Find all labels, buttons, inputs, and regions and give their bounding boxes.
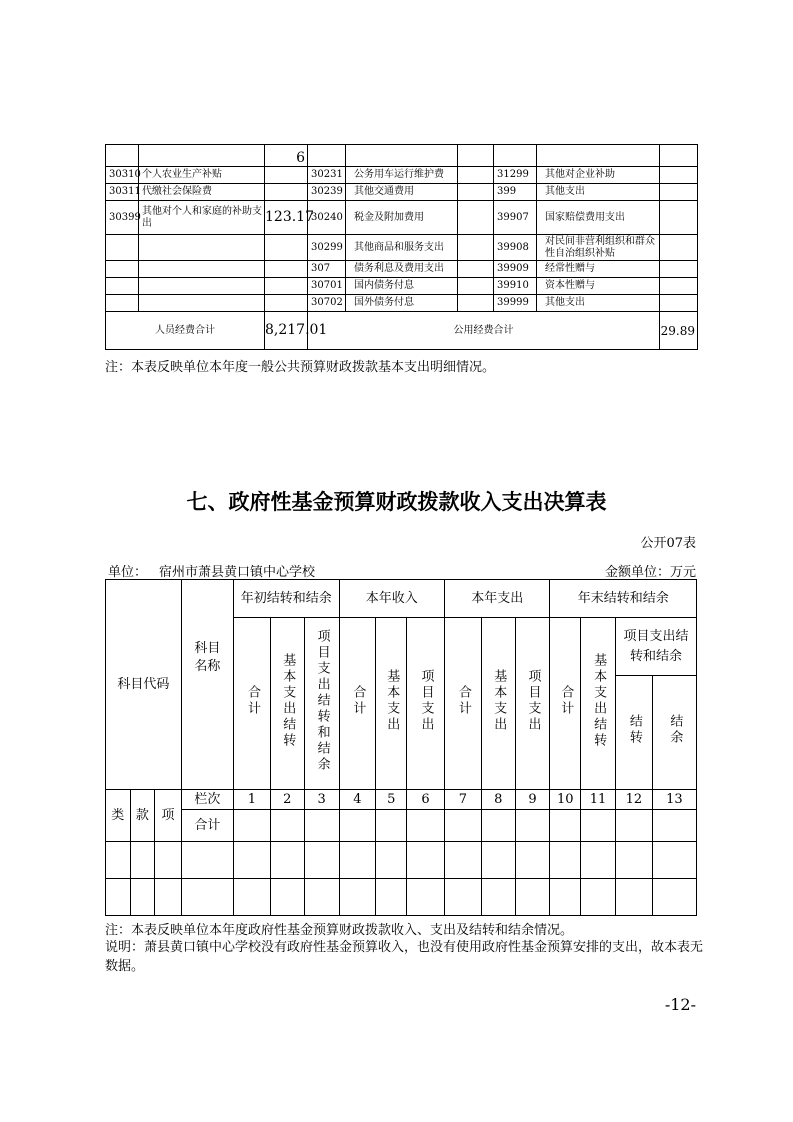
table-cell: 公务用车运行维护费 [346,167,458,184]
table-cell [130,842,155,879]
table-cell: 国家赔偿费用支出 [537,201,660,235]
col-number: 1 [234,790,271,810]
table-cell [458,278,494,295]
table-cell: 307 [308,261,346,278]
opening-balance-header [234,580,339,618]
category-kuan: 款 [130,790,155,842]
row-label-lanci: 栏次 [181,790,233,810]
page-title: 七、政府性基金预算财政拨款收入支出决算表 [186,490,607,514]
table-cell [308,145,346,167]
table-cell [139,235,265,261]
table-cell [181,842,233,879]
table-cell [660,145,698,167]
closing-project-group-header [615,618,696,676]
table-cell [270,810,304,842]
table-cell [139,295,265,312]
table-cell: 资本性赠与 [537,278,660,295]
col-number: 4 [339,790,376,810]
table-cell [407,879,445,916]
row-label-total: 合计 [181,810,233,842]
table-cell: 30240 [308,201,346,235]
table-cell: 30231 [308,167,346,184]
opening-basic-carry-header [270,618,304,790]
table-cell [652,810,696,842]
table-cell: 个人农业生产补贴 [139,167,265,184]
col-number: 6 [407,790,445,810]
table-cell [376,810,407,842]
table-cell [515,879,550,916]
opening-balance-text: 年初结转和结余 [240,590,332,606]
table-cell: 国内债务付息 [346,278,458,295]
personnel-total-label: 人员经费合计 [106,312,265,350]
unit-line [108,561,315,580]
table-cell: 代缴社会保险费 [139,184,265,201]
category-lei: 类 [106,790,131,842]
table-cell [339,810,376,842]
table-cell: 30311 [106,184,139,201]
table-cell [407,842,445,879]
table-cell: 税金及附加费用 [346,201,458,235]
closing-total-text: 合计 [558,684,574,717]
table-cell [376,842,407,879]
table-body [106,145,698,312]
table-cell [660,278,698,295]
table-cell [265,295,308,312]
table-cell [106,145,139,167]
table-row [106,261,698,278]
personnel-total-value: 8,217.01 [265,312,308,350]
table-cell [139,278,265,295]
table-cell [106,278,139,295]
table-cell [265,235,308,261]
subject-name-text: 科目名称 [194,641,221,674]
table-cell [270,842,304,879]
table-cell: 39910 [494,278,537,295]
column-number-row [106,790,697,810]
col-number: 2 [270,790,304,810]
table-cell [304,842,339,879]
income-project-header [407,618,445,790]
table-cell [481,810,515,842]
table-cell [139,145,265,167]
table-cell [339,879,376,916]
basic-expenditure-detail-table [105,144,698,350]
table-cell [481,879,515,916]
income-total-header [339,618,376,790]
table-cell: 39909 [494,261,537,278]
col-number: 3 [304,790,339,810]
table-cell [155,879,182,916]
table-cell: 30310 [106,167,139,184]
table-cell [106,235,139,261]
table-cell [458,184,494,201]
opening-basic-carry-text: 基本支出结转 [280,652,296,749]
table-cell [660,261,698,278]
table-cell: 其他支出 [537,295,660,312]
closing-total-header [550,618,581,790]
table-cell: 其他交通费用 [346,184,458,201]
empty-row [106,842,697,879]
expense-basic-text: 基本支出 [491,668,507,733]
table-cell [458,261,494,278]
table-cell: 39908 [494,235,537,261]
table-cell [652,842,696,879]
table-cell [458,167,494,184]
table-cell [265,278,308,295]
table-cell [270,879,304,916]
col-number: 8 [481,790,515,810]
table-cell: 30399 [106,201,139,235]
table-cell [458,145,494,167]
expense-total-text: 合计 [455,684,471,717]
table-cell: 债务利息及费用支出 [346,261,458,278]
income-project-text: 项目支出 [418,668,434,733]
table-cell: 30299 [308,235,346,261]
table-cell [444,810,481,842]
table-cell [515,810,550,842]
table-cell [304,879,339,916]
table-cell [494,145,537,167]
table-cell: 30239 [308,184,346,201]
table-cell [458,235,494,261]
table-cell [444,879,481,916]
table-row [106,235,698,261]
closing-project-carry-text: 结转 [626,713,642,746]
table-cell [458,295,494,312]
table-cell: 其他支出 [537,184,660,201]
table-row [106,295,698,312]
government-fund-table [105,579,697,916]
table-cell [304,810,339,842]
income-total-text: 合计 [350,684,366,717]
table-cell: 399 [494,184,537,201]
subject-name-header [181,580,233,790]
table-cell: 其他商品和服务支出 [346,235,458,261]
form-number: 公开07表 [640,536,696,551]
table-cell [652,879,696,916]
table-cell: 经常性赠与 [537,261,660,278]
table-cell [407,810,445,842]
col-number: 9 [515,790,550,810]
empty-row [106,879,697,916]
table-cell [106,261,139,278]
table-row [106,201,698,235]
closing-project-carry-header [615,676,652,790]
income-basic-header [376,618,407,790]
table-cell [181,879,233,916]
opening-project-text: 项目支出结转和结余 [314,628,330,773]
expense-project-header [515,618,550,790]
table-cell [130,879,155,916]
table-cell [339,842,376,879]
table-cell [660,167,698,184]
table-cell: 31299 [494,167,537,184]
table-cell [515,842,550,879]
amount-unit: 金额单位：万元 [604,565,696,580]
table-cell [581,842,616,879]
table-cell: 其他对企业补助 [537,167,660,184]
closing-balance-header: 年末结转和结余 [550,580,697,618]
col-number: 12 [615,790,652,810]
table-cell [106,295,139,312]
expense-header: 本年支出 [444,580,549,618]
col-number: 7 [444,790,481,810]
table-cell [106,842,131,879]
table-cell [615,810,652,842]
table-cell: 国外债务付息 [346,295,458,312]
closing-project-balance-header [652,676,696,790]
table-cell: 39907 [494,201,537,235]
table-cell [155,842,182,879]
table-cell: 123.17 [265,201,308,235]
table-cell [550,842,581,879]
explanation: 说明：萧县黄口镇中心学校没有政府性基金预算收入，也没有使用政府性基金预算安排的支出，故本表无数据。 [105,940,704,974]
income-header: 本年收入 [339,580,444,618]
col-number: 5 [376,790,407,810]
col-number: 11 [581,790,616,810]
table-cell [660,201,698,235]
table-cell [265,184,308,201]
table-cell [660,184,698,201]
closing-basic-carry-text: 基本支出结转 [591,652,607,749]
table-cell [346,145,458,167]
table-note: 注：本表反映单位本年度一般公共预算财政拨款基本支出明细情况。 [105,360,496,375]
table-cell [234,879,271,916]
closing-project-group-text: 项目支出结转和结余 [623,628,689,664]
table-cell [481,842,515,879]
table-cell [444,842,481,879]
opening-total-header [234,618,271,790]
table-row [106,145,698,167]
table-cell [265,167,308,184]
fund-table-note: 注：本表反映单位本年度政府性基金预算财政拨款收入、支出及结转和结余情况。 [105,923,574,938]
page-number: -12- [664,995,696,1014]
subject-code-header: 科目代码 [106,580,182,790]
category-xiang: 项 [155,790,182,842]
table-cell [234,810,271,842]
header-row-1 [106,580,697,618]
table-cell [139,261,265,278]
table-cell [581,879,616,916]
unit-name: 宿州市萧县黄口镇中心学校 [159,565,316,580]
closing-project-balance-text: 结余 [667,713,683,746]
expense-total-header [444,618,481,790]
expense-project-text: 项目支出 [525,668,541,733]
table-cell: 30702 [308,295,346,312]
total-row [106,810,697,842]
table-cell [660,235,698,261]
opening-project-header [304,618,339,790]
public-total-label: 公用经费合计 [308,312,660,350]
table-cell [265,261,308,278]
table-cell: 39999 [494,295,537,312]
table-cell: 6 [265,145,308,167]
table-row [106,278,698,295]
table-cell: 30701 [308,278,346,295]
closing-basic-carry-header [581,618,616,790]
col-number: 13 [652,790,696,810]
table-row [106,184,698,201]
table-cell [581,810,616,842]
totals-row [106,312,698,350]
expense-basic-header [481,618,515,790]
income-basic-text: 基本支出 [384,668,400,733]
table-cell [660,295,698,312]
table-cell: 其他对个人和家庭的补助支出 [139,201,265,235]
table-cell [458,201,494,235]
table-cell [550,810,581,842]
col-number: 10 [550,790,581,810]
table-cell [550,879,581,916]
table-cell [615,842,652,879]
unit-label: 单位： [108,565,148,580]
table-row [106,167,698,184]
table-cell [376,879,407,916]
table-cell: 对民间非营利组织和群众性自治组织补贴 [537,235,660,261]
opening-total-text: 合计 [244,684,260,717]
public-total-value: 29.89 [660,312,698,350]
table-cell [537,145,660,167]
table-cell [106,879,131,916]
table-cell [234,842,271,879]
table-cell [615,879,652,916]
